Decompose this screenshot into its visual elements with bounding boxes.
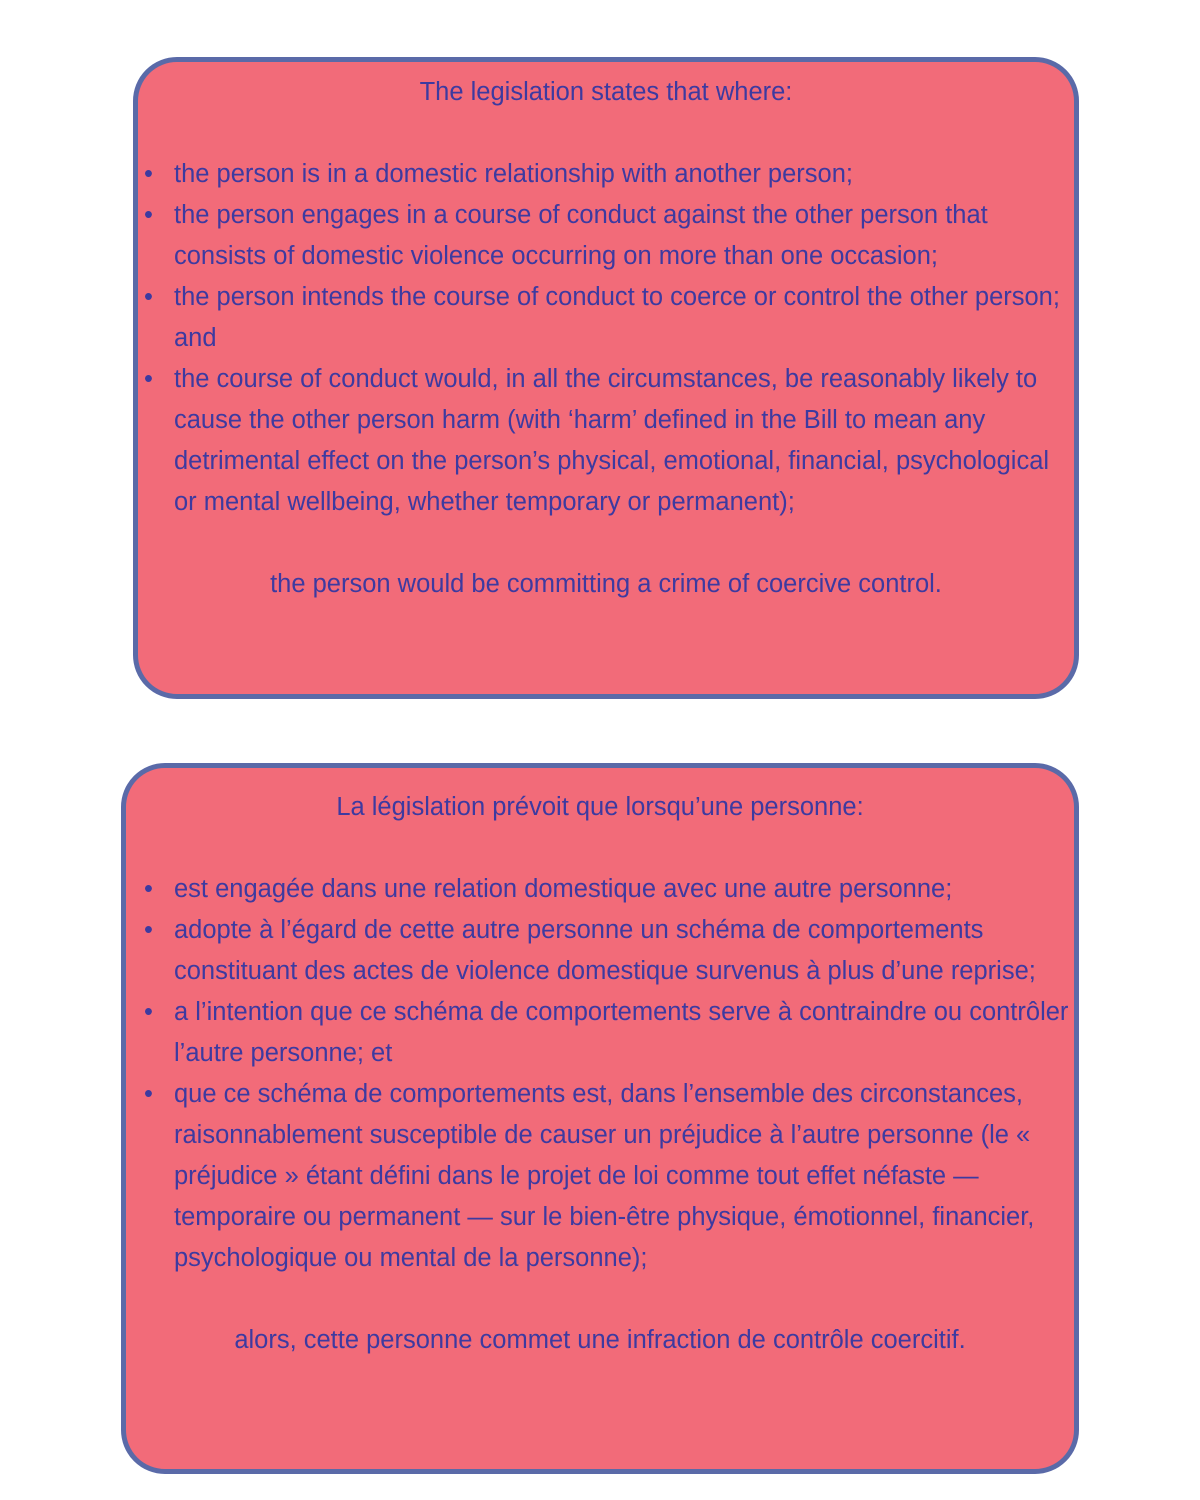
bullet-icon: • xyxy=(144,201,153,229)
bullet-icon: • xyxy=(144,365,153,393)
list-item xyxy=(142,154,1074,195)
list-item-text: the person is in a domestic relationship with another person; xyxy=(174,160,853,188)
list-item xyxy=(142,195,1074,277)
english-legislation-box xyxy=(133,57,1079,699)
list-item xyxy=(142,277,1074,359)
french-conclusion: alors, cette personne commet une infraction de contrôle coercitif. xyxy=(234,1326,966,1354)
bullet-icon: • xyxy=(144,283,153,311)
list-item xyxy=(142,992,1074,1074)
bullet-icon: • xyxy=(144,916,153,944)
bullet-icon: • xyxy=(144,998,153,1026)
list-item-text: a l’intention que ce schéma de comportements serve à contraindre ou contrôler l’autre personne; et xyxy=(174,998,1069,1067)
bullet-icon: • xyxy=(144,160,153,188)
french-heading: La législation prévoit que lorsqu’une personne: xyxy=(336,793,864,821)
list-item xyxy=(142,359,1074,523)
list-item xyxy=(142,1074,1074,1279)
english-heading: The legislation states that where: xyxy=(419,78,793,106)
bullet-icon: • xyxy=(144,875,153,903)
english-bullet-list xyxy=(138,154,1074,523)
spacer xyxy=(126,828,1074,869)
spacer xyxy=(138,113,1074,154)
spacer xyxy=(138,523,1074,564)
list-item xyxy=(142,869,1074,910)
list-item-text: the course of conduct would, in all the circumstances, be reasonably likely to cause the other person harm (with ‘harm’ defined in the Bill to mean any detrimental effect on the person’s physical, emotional, financial, psychological or mental wellbeing, whether temporary or permanent); xyxy=(174,365,1050,516)
list-item-text: est engagée dans une relation domestique avec une autre personne; xyxy=(174,875,953,903)
list-item-text: adopte à l’égard de cette autre personne un schéma de comportements constituant des actes de violence domestique survenus à plus d’une reprise; xyxy=(174,916,1036,985)
list-item xyxy=(142,910,1074,992)
list-item-text: the person engages in a course of conduct against the other person that consists of domestic violence occurring on more than one occasion; xyxy=(174,201,988,270)
english-conclusion: the person would be committing a crime of coercive control. xyxy=(270,570,942,598)
spacer xyxy=(126,1279,1074,1320)
french-bullet-list xyxy=(126,869,1074,1279)
list-item-text: que ce schéma de comportements est, dans l’ensemble des circonstances, raisonnablement susceptible de causer un préjudice à l’autre personne (le « préjudice » étant défini dans le projet de loi comme tout effet néfaste — temporaire ou permanent — sur le bien-être physique, émotionnel, financier, psychologique ou mental de la personne); xyxy=(174,1080,1035,1272)
bullet-icon: • xyxy=(144,1080,153,1108)
french-legislation-box xyxy=(121,763,1079,1474)
list-item-text: the person intends the course of conduct to coerce or control the other person; and xyxy=(174,283,1060,352)
